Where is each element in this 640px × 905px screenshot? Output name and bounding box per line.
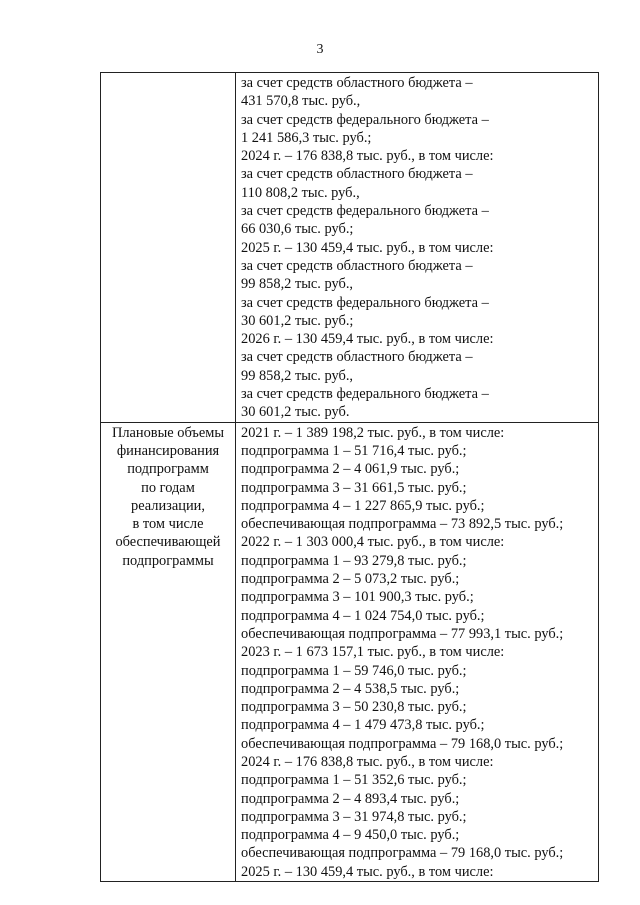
value-line: 2022 г. – 1 303 000,4 тыс. руб., в том числе: — [241, 534, 505, 551]
table-row — [101, 73, 599, 423]
row-label-line: реализации, — [131, 497, 205, 514]
program-passport-table — [100, 72, 599, 882]
row-label-line: обеспечивающей — [115, 534, 221, 551]
value-line: подпрограмма 2 – 4 538,5 тыс. руб.; — [241, 680, 460, 697]
value-line: 2026 г. – 130 459,4 тыс. руб., в том числе: — [241, 331, 494, 348]
value-line: подпрограмма 1 – 51 352,6 тыс. руб.; — [241, 772, 467, 789]
value-line: подпрограмма 2 – 5 073,2 тыс. руб.; — [241, 571, 460, 588]
value-line: за счет средств федерального бюджета – — [241, 386, 489, 403]
table-row — [101, 422, 599, 881]
value-line: подпрограмма 1 – 59 746,0 тыс. руб.; — [241, 662, 467, 679]
value-line: за счет средств федерального бюджета – — [241, 294, 489, 311]
row-label-line: по годам — [141, 479, 195, 496]
value-line: 2025 г. – 130 459,4 тыс. руб., в том числе: — [241, 239, 494, 256]
value-line: 2024 г. – 176 838,8 тыс. руб., в том числе: — [241, 753, 494, 770]
value-line: обеспечивающая подпрограмма – 77 993,1 тыс. руб.; — [241, 625, 564, 642]
value-line: 110 808,2 тыс. руб., — [241, 184, 360, 201]
value-line: 2021 г. – 1 389 198,2 тыс. руб., в том числе: — [241, 424, 505, 441]
value-line: за счет средств областного бюджета – — [241, 166, 473, 183]
value-line: 2024 г. – 176 838,8 тыс. руб., в том числе: — [241, 148, 494, 165]
value-line: 2023 г. – 1 673 157,1 тыс. руб., в том числе: — [241, 644, 505, 661]
value-line: 2025 г. – 130 459,4 тыс. руб., в том числе: — [241, 863, 494, 880]
row-label-line: финансирования — [116, 442, 220, 459]
value-line: за счет средств областного бюджета – — [241, 349, 473, 366]
value-line: за счет средств федерального бюджета – — [241, 203, 489, 220]
row-label-line: в том числе — [132, 516, 204, 533]
value-line: обеспечивающая подпрограмма – 79 168,0 тыс. руб.; — [241, 735, 564, 752]
value-line: 30 601,2 тыс. руб. — [241, 404, 350, 421]
row-value-cell — [236, 422, 599, 881]
table-body — [101, 73, 599, 882]
page-number: 3 — [316, 42, 324, 57]
value-line: подпрограмма 3 – 101 900,3 тыс. руб.; — [241, 589, 474, 606]
value-line: подпрограмма 4 – 9 450,0 тыс. руб.; — [241, 827, 460, 844]
row-label-cell — [101, 422, 236, 881]
value-line: 99 858,2 тыс. руб., — [241, 276, 354, 293]
row-label-line: подпрограммы — [122, 552, 214, 569]
value-line: 99 858,2 тыс. руб., — [241, 367, 354, 384]
row-label-line: Плановые объемы — [111, 424, 225, 441]
value-line: подпрограмма 2 – 4 893,4 тыс. руб.; — [241, 790, 460, 807]
value-line: подпрограмма 4 – 1 479 473,8 тыс. руб.; — [241, 717, 485, 734]
value-line: обеспечивающая подпрограмма – 79 168,0 тыс. руб.; — [241, 845, 564, 862]
row-label-line: подпрограмм — [127, 461, 209, 478]
value-line: за счет средств областного бюджета – — [241, 75, 473, 91]
value-line: подпрограмма 2 – 4 061,9 тыс. руб.; — [241, 461, 460, 478]
value-line: 1 241 586,3 тыс. руб.; — [241, 129, 372, 146]
value-line: за счет средств областного бюджета – — [241, 257, 473, 274]
value-line: подпрограмма 3 – 50 230,8 тыс. руб.; — [241, 699, 467, 716]
value-line: за счет средств федерального бюджета – — [241, 111, 489, 128]
value-line: подпрограмма 1 – 93 279,8 тыс. руб.; — [241, 552, 467, 569]
value-line: 30 601,2 тыс. руб.; — [241, 312, 354, 329]
value-line: подпрограмма 1 – 51 716,4 тыс. руб.; — [241, 442, 467, 459]
value-line: подпрограмма 3 – 31 974,8 тыс. руб.; — [241, 808, 467, 825]
value-line: обеспечивающая подпрограмма – 73 892,5 тыс. руб.; — [241, 516, 564, 533]
value-line: подпрограмма 4 – 1 227 865,9 тыс. руб.; — [241, 497, 485, 514]
value-line: подпрограмма 3 – 31 661,5 тыс. руб.; — [241, 479, 467, 496]
value-line: 431 570,8 тыс. руб., — [241, 93, 361, 110]
value-line: 66 030,6 тыс. руб.; — [241, 221, 354, 238]
row-label-cell — [101, 73, 236, 423]
value-line: подпрограмма 4 – 1 024 754,0 тыс. руб.; — [241, 607, 485, 624]
row-value-cell — [236, 73, 599, 423]
